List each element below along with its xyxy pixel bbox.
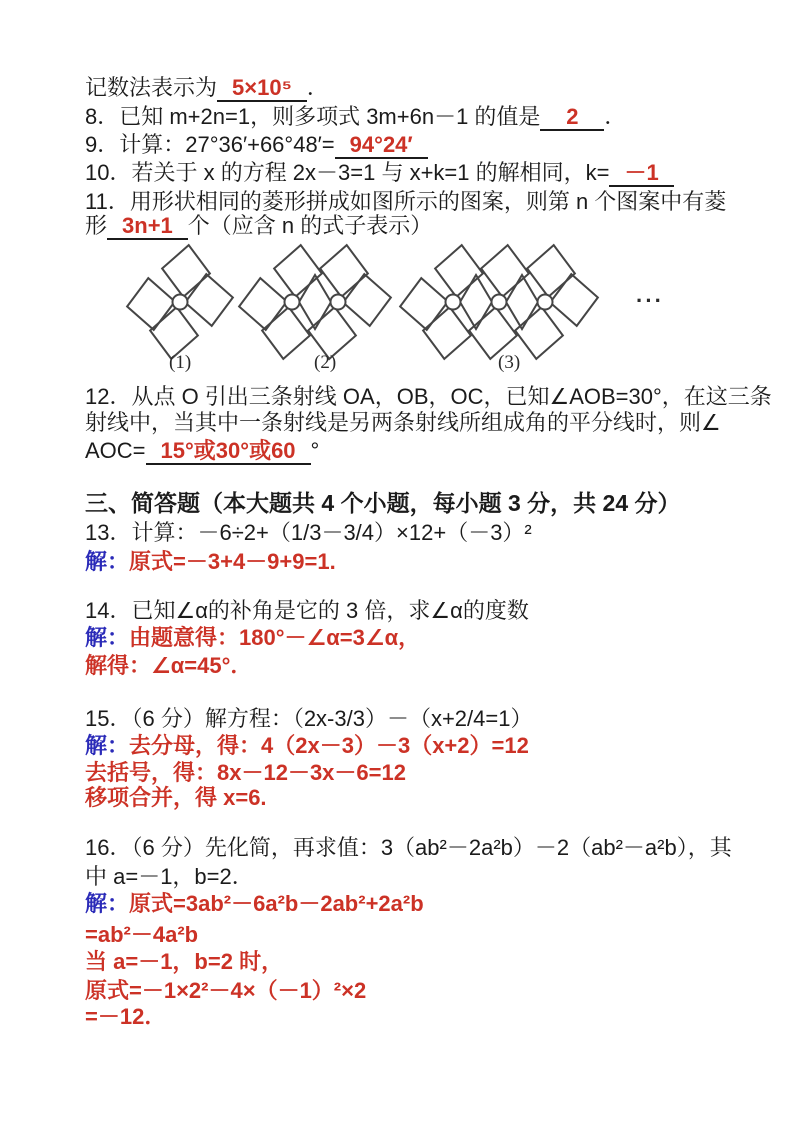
ellipsis: ··· [636, 288, 664, 313]
q15-solution-text-2: 去括号，得：8x－12－3x－6=12 [85, 760, 406, 785]
section-3-title: 三、简答题（本大题共 4 个小题，每小题 3 分，共 24 分） [85, 490, 681, 516]
q16-solution-text-4: 原式=－1×2²－4×（－1）²×2 [85, 978, 367, 1003]
q13-jie-label: 解： [85, 549, 130, 574]
q16-solution-text-3: 当 a=－1，b=2 时， [85, 949, 284, 974]
q10-line [85, 159, 674, 187]
pinwheel-figure [88, 240, 688, 375]
q16-solution-1 [85, 890, 424, 918]
q16-stem-text-2: 中 a=－1，b=2． [85, 864, 254, 889]
q12-answer-blank: 15°或30°或60 [146, 438, 311, 465]
q9-answer-blank: 94°24′ [335, 132, 428, 159]
section-3-header [85, 489, 681, 517]
q10-answer-blank: －1 [609, 160, 673, 187]
q11-text-3: 个（应含 n 的式子表示） [187, 213, 433, 238]
q7-text: 记数法表示为 [85, 75, 218, 100]
q14-solution-text-2: 解得：∠α=45°． [85, 653, 253, 678]
q15-solution-text-3: 移项合并，得 x=6. [85, 785, 267, 810]
q12-text-1: 12．从点 O 引出三条射线 OA，OB，OC，已知∠AOB=30°，在这三条 [85, 384, 772, 409]
q14-solution-text-1: 由题意得：180°－∠α=3∠α， [129, 625, 421, 650]
q12-text-3: AOC= [85, 438, 146, 463]
q11-text-1: 11．用形状相同的菱形拼成如图所示的图案，则第 n 个图案中有菱 [85, 189, 727, 214]
q9-line [85, 131, 428, 159]
q16-stem-1 [85, 834, 732, 862]
q16-stem-2 [85, 863, 254, 891]
q12-line3 [85, 437, 319, 465]
q11-line2 [85, 212, 432, 240]
figure-label-3: (3) [498, 352, 521, 373]
q14-stem-text: 14．已知∠α的补角是它的 3 倍，求∠α的度数 [85, 598, 529, 623]
q7-line [85, 74, 329, 102]
q16-solution-4 [85, 977, 366, 1005]
q15-solution-text-1: 去分母，得：4（2x－3）－3（x+2）=12 [129, 733, 529, 758]
q16-solution-3 [85, 948, 283, 976]
q8-suffix: ． [604, 104, 627, 129]
figure-label-2: (2) [314, 352, 337, 373]
q12-line2 [85, 409, 721, 437]
q10-text: 10．若关于 x 的方程 2x－3=1 与 x+k=1 的解相同，k= [85, 160, 610, 185]
q7-answer-blank: 5×10⁵ [217, 75, 307, 102]
q15-solution-2 [85, 759, 406, 787]
q8-line [85, 103, 626, 131]
q14-solution-2 [85, 652, 252, 680]
q16-stem-text-1: 16．（6 分）先化简，再求值：3（ab²－2a²b）－2（ab²－a²b），其 [85, 835, 732, 860]
q9-text: 9．计算：27°36′+66°48′= [85, 132, 335, 157]
q16-jie-label: 解： [85, 891, 130, 916]
q11-text-2: 形 [85, 213, 108, 238]
pinwheel-figure-svg [88, 240, 688, 375]
q13-stem-text: 13．计算：－6÷2+（1/3－3/4）×12+（－3）² [85, 520, 532, 545]
pattern-2 [236, 243, 393, 362]
q16-solution-2 [85, 921, 198, 949]
figure-label-1: (1) [169, 352, 192, 373]
q15-solution-3 [85, 784, 267, 812]
q16-solution-text-1: 原式=3ab²－6a²b－2ab²+2a²b [129, 891, 424, 916]
q13-solution [85, 548, 336, 576]
q16-solution-text-5: =－12． [85, 1004, 167, 1029]
q15-stem-text: 15．（6 分）解方程：（2x-3/3）－（x+2/4=1） [85, 706, 533, 731]
q15-solution-1 [85, 732, 529, 760]
q16-solution-text-2: =ab²－4a²b [85, 922, 199, 947]
q16-solution-5 [85, 1003, 166, 1031]
q14-stem [85, 597, 529, 625]
q12-degree-suffix: ° [310, 438, 320, 463]
q13-stem [85, 519, 532, 547]
q8-answer-blank: 2 [540, 104, 604, 131]
q11-answer-blank: 3n+1 [107, 213, 188, 240]
q14-solution-1 [85, 624, 420, 652]
pattern-1 [124, 243, 235, 362]
q7-suffix: ． [306, 75, 329, 100]
q14-jie-label: 解： [85, 625, 130, 650]
q12-line1 [85, 383, 772, 411]
q8-text: 8．已知 m+2n=1，则多项式 3m+6n－1 的值是 [85, 104, 541, 129]
q13-solution-text: 原式=－3+4－9+9=1. [129, 549, 336, 574]
q15-jie-label: 解： [85, 733, 130, 758]
q12-text-2: 射线中，当其中一条射线是另两条射线所组成角的平分线时，则∠ [85, 410, 721, 435]
q15-stem [85, 705, 532, 733]
pattern-3 [397, 243, 600, 362]
